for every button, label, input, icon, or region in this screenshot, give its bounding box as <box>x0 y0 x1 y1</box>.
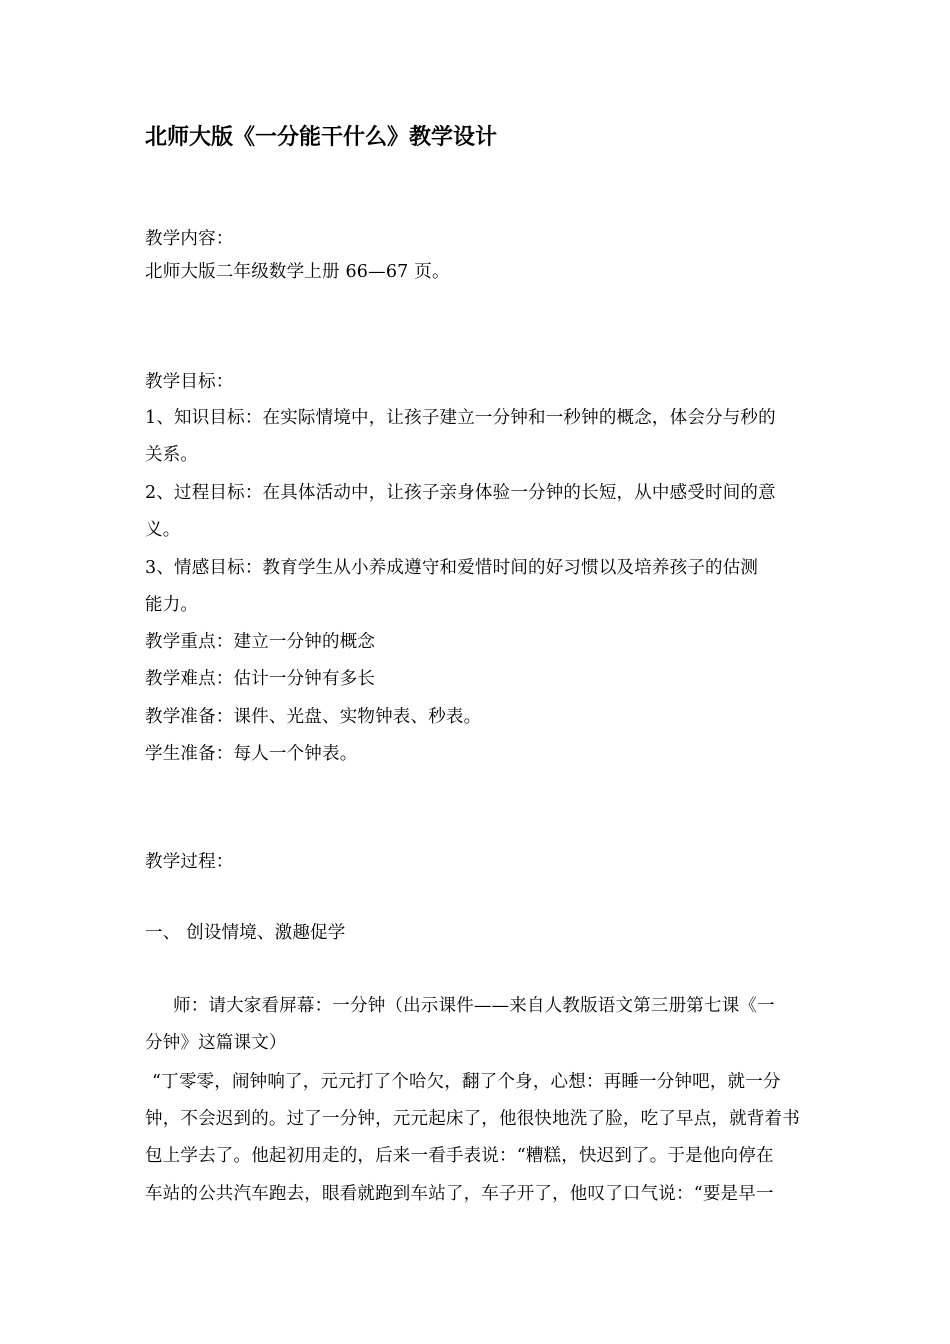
goal-3-line-1: 3、情感目标：教育学生从小养成遵守和爱惜时间的好习惯以及培养孩子的估测 <box>145 558 759 578</box>
key-point: 教学重点：建立一分钟的概念 <box>145 632 376 652</box>
story-line-4: 车站的公共汽车跑去，眼看就跑到车站了，车子开了，他叹了口气说：“要是早一 <box>145 1184 774 1204</box>
teacher-paragraph-line-1: 师：请大家看屏幕：一分钟（出示课件——来自人教版语文第三册第七课《一 <box>173 996 775 1016</box>
content-text: 北师大版二年级数学上册 66—67 页。 <box>145 262 450 282</box>
teaching-preparation: 教学准备：课件、光盘、实物钟表、秒表。 <box>145 707 482 727</box>
story-line-1: “丁零零，闹钟响了，元元打了个哈欠，翻了个身，心想：再睡一分钟吧，就一分 <box>152 1072 781 1092</box>
document-title: 北师大版《一分能干什么》教学设计 <box>145 125 498 150</box>
story-line-2: 钟，不会迟到的。过了一分钟，元元起床了，他很快地洗了脸，吃了早点，就背着书 <box>145 1109 800 1129</box>
teacher-paragraph-line-2: 分钟》这篇课文） <box>145 1033 287 1053</box>
story-line-3: 包上学去了。他起初用走的，后来一看手表说：“糟糕，快迟到了。于是他向停在 <box>145 1146 774 1166</box>
goal-2-line-2: 义。 <box>145 520 181 540</box>
goal-3-line-2: 能力。 <box>145 595 199 615</box>
difficult-point: 教学难点：估计一分钟有多长 <box>145 669 376 689</box>
section-label-content: 教学内容： <box>145 229 234 249</box>
goal-1-line-2: 关系。 <box>145 445 199 465</box>
section-label-goals: 教学目标： <box>145 372 234 392</box>
goal-2-line-1: 2、过程目标：在具体活动中，让孩子亲身体验一分钟的长短，从中感受时间的意 <box>145 483 776 503</box>
student-preparation: 学生准备：每人一个钟表。 <box>145 744 358 764</box>
goal-1-line-1: 1、知识目标：在实际情境中，让孩子建立一分钟和一秒钟的概念，体会分与秒的 <box>145 408 776 428</box>
step-1-heading: 一、 创设情境、激趣促学 <box>145 923 346 943</box>
section-label-process: 教学过程： <box>145 852 234 872</box>
